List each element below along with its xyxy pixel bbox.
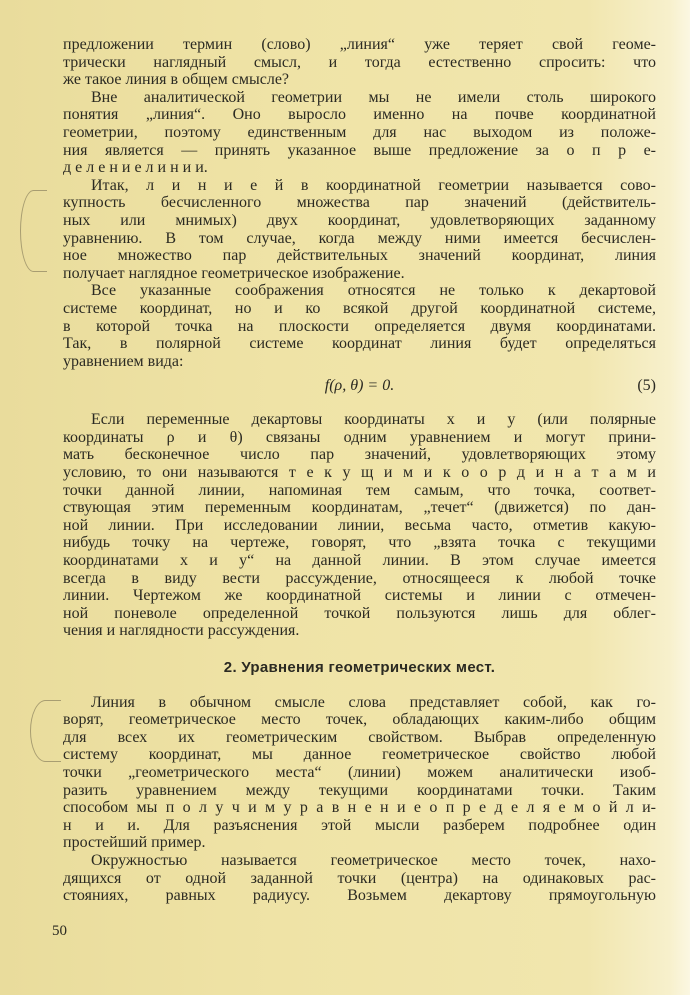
- text-line: ной линии. При исследовании линии, весьма часто, отметив какую-: [63, 516, 656, 534]
- text-line: трически наглядный смысл, и тогда естественно спросить: что: [63, 53, 656, 71]
- text-line: получает наглядное геометрическое изображение.: [63, 264, 405, 282]
- text-line: простейший пример.: [63, 834, 206, 852]
- text-line: д е л е н и е л и н и и.: [63, 159, 208, 177]
- text-line: линии. Чертежом же координатной системы и линии с отмечен-: [63, 587, 656, 605]
- equation-formula: f(ρ, θ) = 0.: [324, 377, 395, 395]
- text-line: Линия в обычном смысле слова представляет собой, как го-: [91, 693, 656, 711]
- equation-number: (5): [637, 377, 656, 395]
- text-line: н и и. Для разъяснения этой мысли разберем подробнее один: [63, 816, 656, 834]
- paragraph: [63, 36, 656, 89]
- text-line: уравнению. В том случае, когда между ними имеется бесчислен-: [63, 229, 656, 247]
- text-line: точки данной линии, напоминая тем самым, что точка, соответ-: [63, 481, 656, 499]
- text-line: ной поневоле определенной точкой пользуются лишь для облег-: [63, 604, 656, 622]
- text-line: систему координат, мы данное геометрическое свойство любой: [63, 746, 656, 764]
- text-line: Если переменные декартовы координаты x и y (или полярные: [91, 411, 656, 429]
- paragraph: [63, 177, 656, 283]
- pencil-mark: [30, 700, 61, 762]
- page-number: 50: [52, 923, 67, 939]
- text-line: точки „геометрического места“ (линии) можем аналитически изоб-: [63, 763, 656, 781]
- text-line: понятия „линия“. Оно выросло именно на почве координатной: [63, 106, 656, 124]
- paragraph: [63, 411, 656, 640]
- text-line: купность бесчисленного множества пар значений (действитель-: [63, 194, 656, 212]
- text-line: для всех их геометрическим свойством. Выбрав определенную: [63, 728, 656, 746]
- text-line: же такое линия в общем смысле?: [63, 71, 290, 89]
- text-line: ния является — принять указанное выше предложение за о п р е-: [63, 141, 656, 159]
- text-line: Окружностью называется геометрическое место точек, нахо-: [91, 851, 656, 869]
- text-line: геометрии, поэтому единственным для нас выходом из положе-: [63, 123, 656, 141]
- paragraph: [63, 852, 656, 905]
- text-line: в которой точка на плоскости определяется двумя координатами.: [63, 317, 656, 335]
- text-line: нибудь точку на чертеже, говорят, что „взята точка с текущими: [63, 534, 656, 552]
- equation: [63, 377, 656, 395]
- text-line: стояниях, равных радиусу. Возьмем декартову прямоугольную: [63, 887, 656, 905]
- text-line: системе координат, но и ко всякой другой координатной системе,: [63, 299, 656, 317]
- text-line: чения и наглядности рассуждения.: [63, 622, 300, 640]
- text-line: мать бесконечное число пар значений, удовлетворяющих этому: [63, 446, 656, 464]
- page-text: [63, 36, 656, 905]
- text-line: ное множество пар действительных значений координат, линия: [63, 247, 656, 265]
- pencil-mark: [20, 190, 47, 272]
- text-line: условию, то они называются т е к у щ и м и к о о р д и н а т а м и: [63, 464, 656, 482]
- text-line: уравнением вида:: [63, 352, 184, 370]
- paragraph: [63, 89, 656, 177]
- text-line: предложении термин (слово) „линия“ уже теряет свой геоме-: [63, 36, 656, 53]
- text-line: Так, в полярной системе координат линия будет определяться: [63, 335, 656, 353]
- section-heading: 2. Уравнения геометрических мест.: [223, 659, 496, 676]
- text-line: способом мы п о л у ч и м у р а в н е н и е о п р е д е л я е м о й л и-: [63, 799, 656, 817]
- text-line: ных или мнимых) двух координат, удовлетворяющих заданному: [63, 211, 656, 229]
- text-line: ствующая этим переменным координатам, „течет“ (движется) по дан-: [63, 499, 656, 517]
- paragraph: [63, 282, 656, 370]
- text-line: координаты ρ и θ) связаны одним уравнением и могут прини-: [63, 428, 656, 446]
- text-line: координатами x и y“ на данной линии. В этом случае имеется: [63, 552, 656, 570]
- text-line: Вне аналитической геометрии мы не имели столь широкого: [91, 88, 656, 106]
- text-line: всегда в виду вести рассуждение, относящееся к любой точке: [63, 569, 656, 587]
- text-line: Итак, л и н и е й в координатной геометрии называется сово-: [91, 176, 656, 194]
- paragraph: [63, 694, 656, 852]
- text-line: дящихся от одной заданной точки (центра) на одинаковых рас-: [63, 869, 656, 887]
- text-line: ворят, геометрическое место точек, обладающих каким-либо общим: [63, 711, 656, 729]
- text-line: разить уравнением между текущими координатами точки. Таким: [63, 781, 656, 799]
- text-line: Все указанные соображения относятся не только к декартовой: [91, 282, 656, 300]
